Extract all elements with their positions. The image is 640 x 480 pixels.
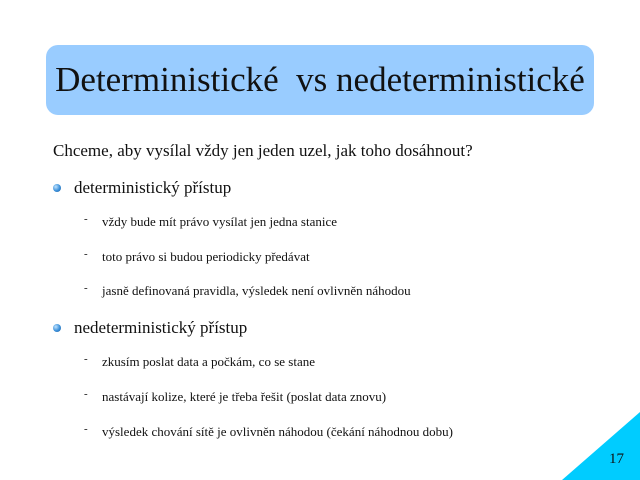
section-heading-label: nedeterministický přístup: [74, 318, 248, 337]
list-item-label: vždy bude mít právo vysílat jen jedna stanice: [102, 214, 338, 229]
list-item-label: výsledek chování sítě je ovlivněn náhodou (čekání náhodnou dobu): [102, 424, 453, 439]
dash-icon: -: [84, 353, 88, 365]
list-item-label: zkusím poslat data a počkám, co se stane: [102, 354, 315, 369]
list-item: [84, 214, 337, 230]
section-heading-label: deterministický přístup: [74, 178, 232, 197]
intro-question: Chceme, aby vysílal vždy jen jeden uzel, jak toho dosáhnout?: [53, 141, 473, 160]
list-item-label: toto právo si budou periodicky předávat: [102, 249, 310, 264]
list-item: [84, 249, 310, 265]
list-item-label: nastávají kolize, které je třeba řešit (poslat data znovu): [102, 389, 387, 404]
bullet-dot-icon: [53, 324, 61, 332]
dash-icon: -: [84, 213, 88, 225]
section-heading-deterministic: [53, 178, 231, 198]
list-item: [84, 283, 411, 299]
section-heading-nondeterministic: [53, 318, 247, 338]
list-item: [84, 389, 386, 405]
dash-icon: -: [84, 248, 88, 260]
dash-icon: -: [84, 388, 88, 400]
slide-title: Deterministické vs nedeterministické: [55, 60, 585, 99]
title-banner: [46, 45, 594, 115]
list-item: [84, 354, 315, 370]
dash-icon: -: [84, 282, 88, 294]
dash-icon: -: [84, 423, 88, 435]
list-item: [84, 424, 453, 440]
list-item-label: jasně definovaná pravidla, výsledek není ovlivněn náhodou: [102, 283, 411, 298]
page-number: 17: [609, 451, 624, 467]
corner-triangle: [562, 412, 640, 480]
bullet-dot-icon: [53, 184, 61, 192]
